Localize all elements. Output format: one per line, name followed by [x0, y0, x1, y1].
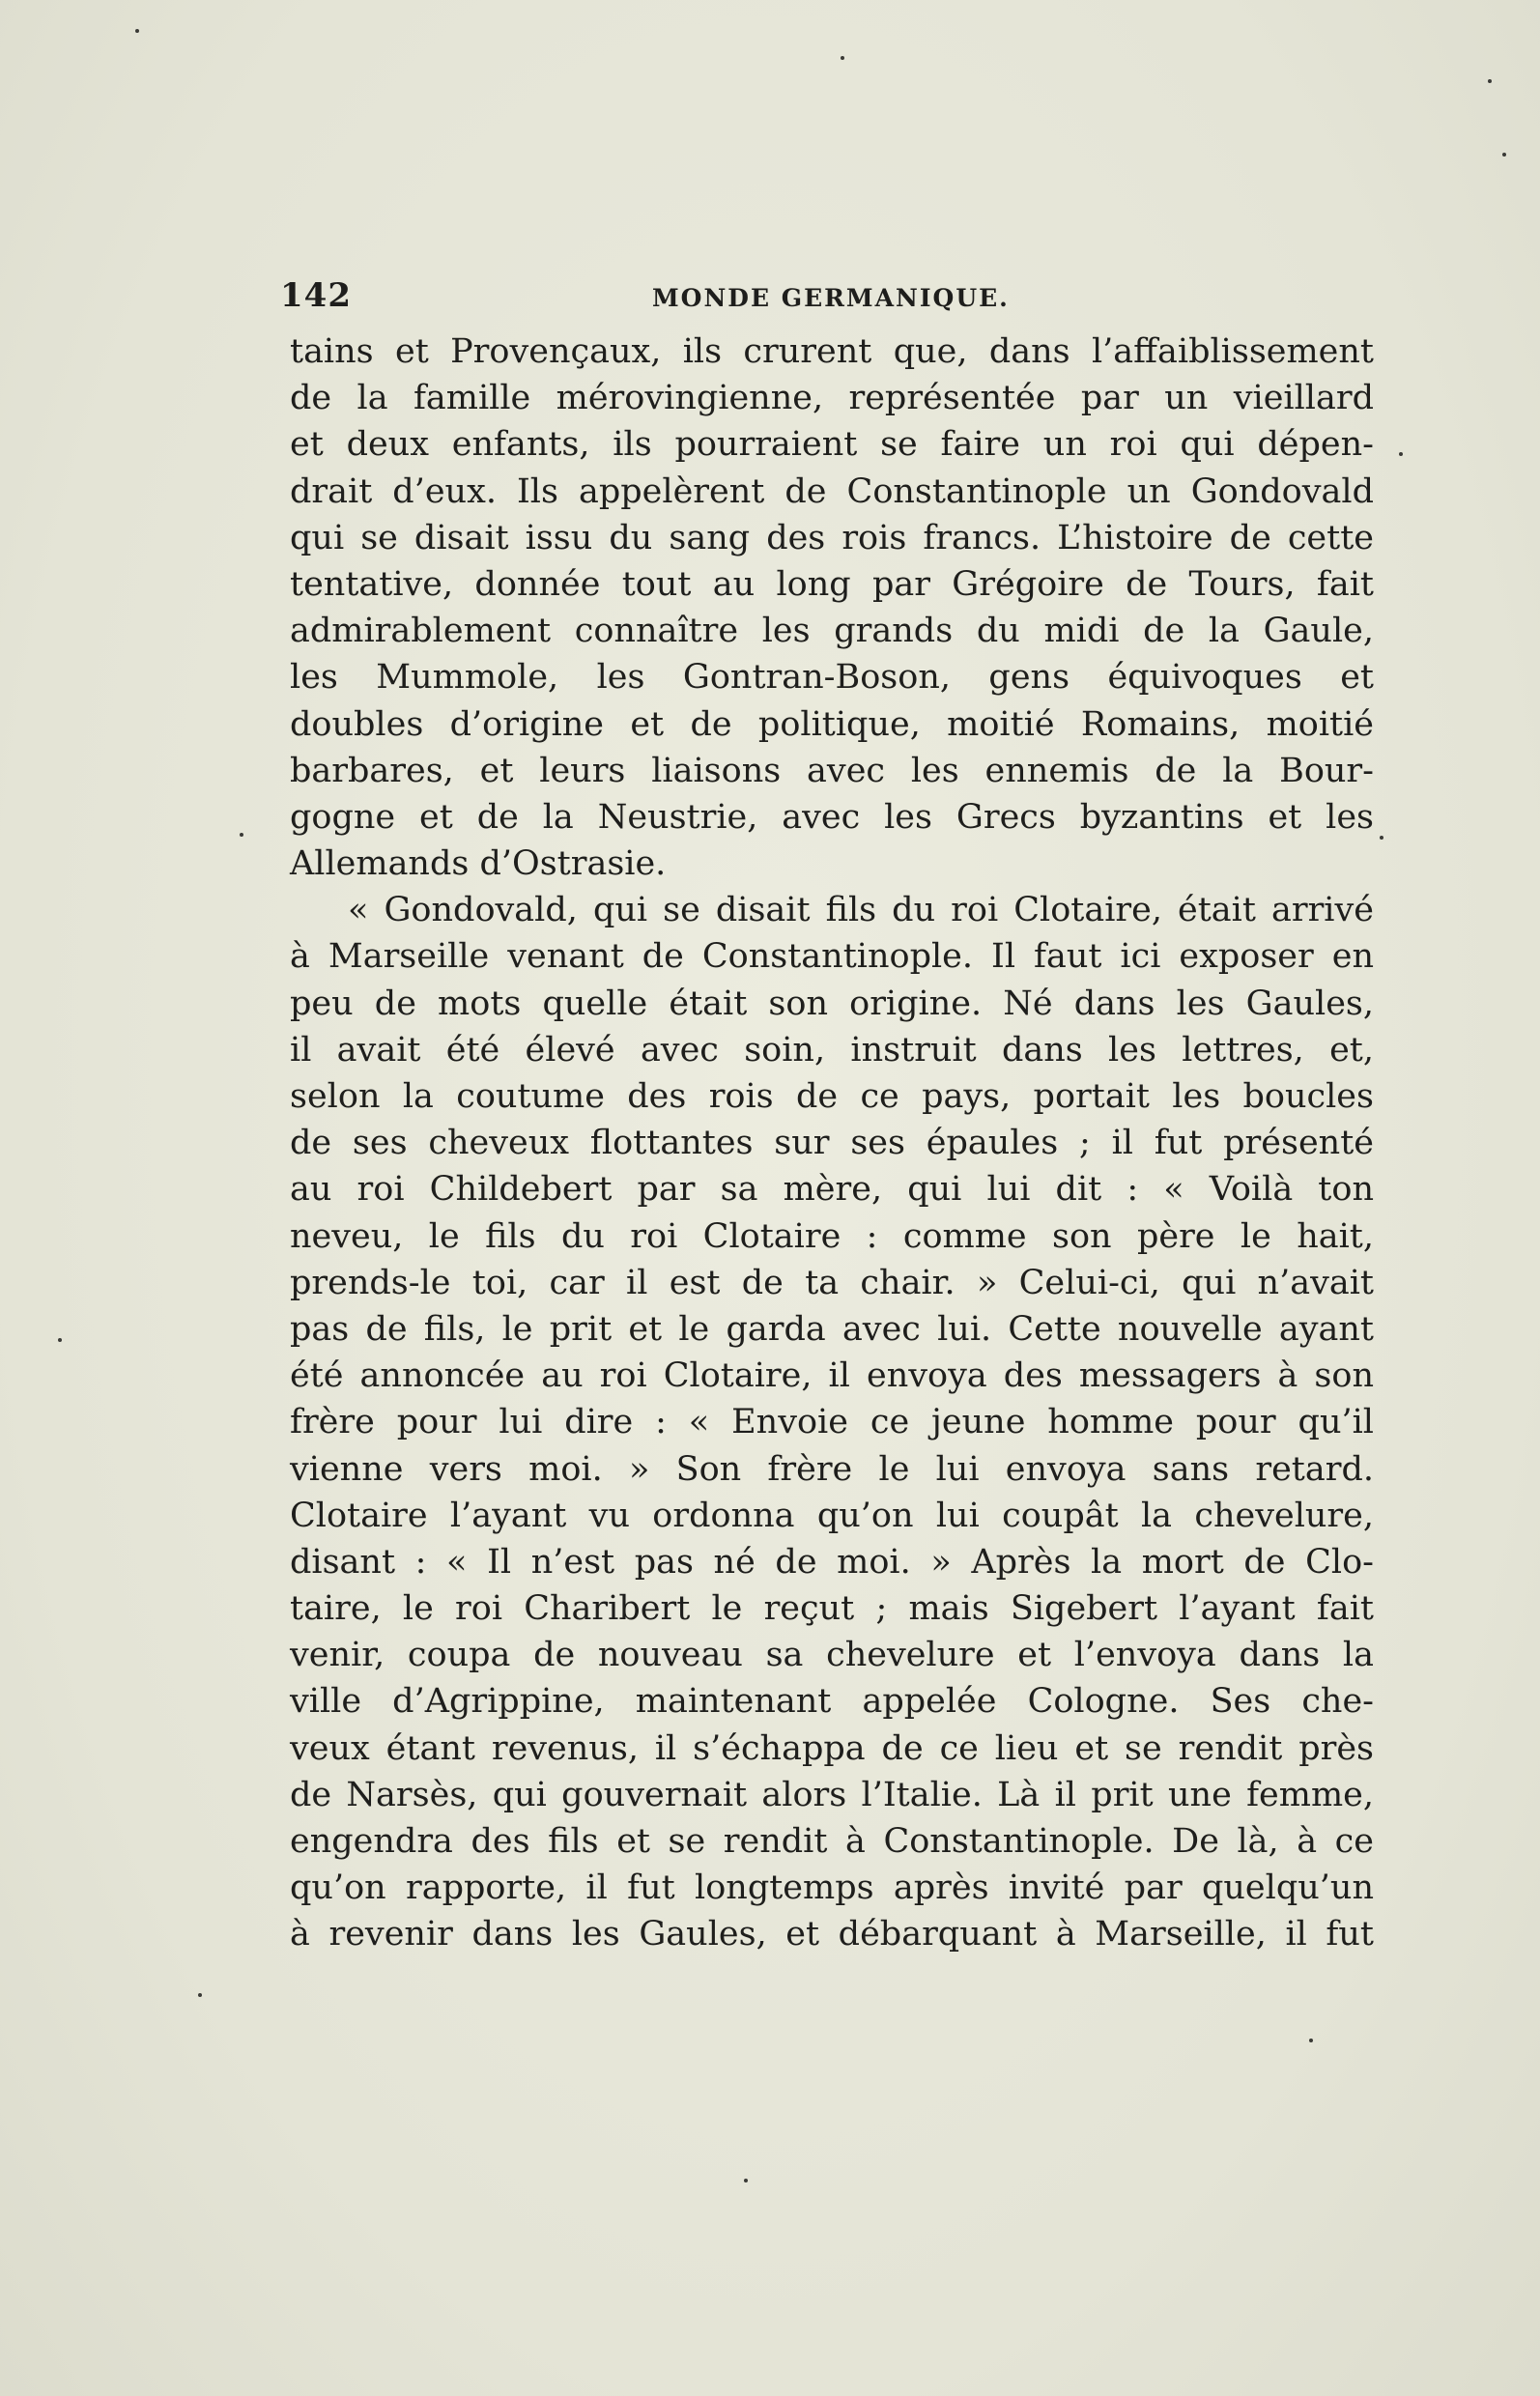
text-line: tentative, donnée tout au long par Grégoire de Tours, fait — [290, 564, 1374, 604]
text-line: tains et Provençaux, ils crurent que, dans l’affaiblissement — [290, 332, 1374, 371]
text-line: de ses cheveux flottantes sur ses épaules ; il fut présenté — [290, 1124, 1374, 1163]
running-head: MONDE GERMANIQUE. — [652, 284, 1010, 312]
text-line: neveu, le fils du roi Clotaire : comme son père le hait, — [290, 1216, 1374, 1256]
text-line: gogne et de la Neustrie, avec les Grecs byzantins et les — [290, 797, 1374, 837]
page-number: 142 — [280, 276, 352, 315]
text-line: Allemands d’Ostrasie. — [290, 844, 667, 884]
text-line: drait d’eux. Ils appelèrent de Constantinople un Gondovald — [290, 471, 1374, 511]
text-line: taire, le roi Charibert le reçut ; mais Sigebert l’ayant fait — [290, 1589, 1374, 1629]
text-line: et deux enfants, ils pourraient se faire un roi qui dépen- — [290, 425, 1374, 465]
text-line: été annoncée au roi Clotaire, il envoya des messagers à son — [290, 1356, 1374, 1396]
paper-speck — [744, 2179, 748, 2182]
text-line: venir, coupa de nouveau sa chevelure et l’envoya dans la — [290, 1636, 1374, 1675]
page-header — [280, 276, 1372, 325]
text-line: vienne vers moi. » Son frère le lui envoya sans retard. — [290, 1449, 1374, 1489]
text-line: « Gondovald, qui se disait fils du roi Clotaire, était arrivé — [348, 891, 1374, 930]
text-line: frère pour lui dire : « Envoie ce jeune homme pour qu’il — [290, 1403, 1374, 1442]
paper-speck — [841, 56, 844, 60]
text-line: Clotaire l’ayant vu ordonna qu’on lui coupât la chevelure, — [290, 1496, 1374, 1535]
text-line: pas de fils, le prit et le garda avec lui. Cette nouvelle ayant — [290, 1309, 1374, 1349]
text-line: de la famille mérovingienne, représentée par un vieillard — [290, 379, 1374, 418]
text-line: qui se disait issu du sang des rois francs. L’histoire de cette — [290, 518, 1374, 557]
paper-speck — [1488, 79, 1492, 83]
text-line: disant : « Il n’est pas né de moi. » Après la mort de Clo- — [290, 1542, 1374, 1582]
paper-speck — [198, 1993, 202, 1997]
text-line: engendra des fils et se rendit à Constantinople. De là, à ce — [290, 1822, 1374, 1861]
text-line: qu’on rapporte, il fut longtemps après invité par quelqu’un — [290, 1868, 1374, 1908]
text-line: de Narsès, qui gouvernait alors l’Italie. Là il prit une femme, — [290, 1775, 1374, 1814]
text-line: à revenir dans les Gaules, et débarquant à Marseille, il fut — [290, 1915, 1374, 1954]
paper-speck — [1399, 452, 1403, 456]
text-line: barbares, et leurs liaisons avec les ennemis de la Bour- — [290, 751, 1374, 790]
text-line: selon la coutume des rois de ce pays, portait les boucles — [290, 1077, 1374, 1116]
paper-speck — [1309, 2039, 1313, 2042]
text-line: admirablement connaître les grands du midi de la Gaule, — [290, 612, 1374, 651]
text-line: il avait été élevé avec soin, instruit dans les lettres, et, — [290, 1030, 1374, 1070]
paper-speck — [135, 29, 139, 33]
text-line: veux étant revenus, il s’échappa de ce lieu et se rendit près — [290, 1728, 1374, 1768]
paper-speck — [58, 1338, 62, 1342]
paper-speck — [1502, 153, 1506, 157]
text-line: à Marseille venant de Constantinople. Il faut ici exposer en — [290, 937, 1374, 977]
body-text — [290, 328, 1374, 1958]
text-line: les Mummole, les Gontran-Boson, gens équivoques et — [290, 658, 1374, 698]
text-line: peu de mots quelle était son origine. Né dans les Gaules, — [290, 984, 1374, 1023]
text-line: ville d’Agrippine, maintenant appelée Cologne. Ses che- — [290, 1682, 1374, 1722]
paper-speck — [240, 833, 243, 837]
text-line: doubles d’origine et de politique, moitié Romains, moitié — [290, 704, 1374, 744]
text-line: prends-le toi, car il est de ta chair. » Celui-ci, qui n’avait — [290, 1263, 1374, 1302]
paper-speck — [1380, 836, 1383, 840]
text-line: au roi Childebert par sa mère, qui lui dit : « Voilà ton — [290, 1170, 1374, 1210]
